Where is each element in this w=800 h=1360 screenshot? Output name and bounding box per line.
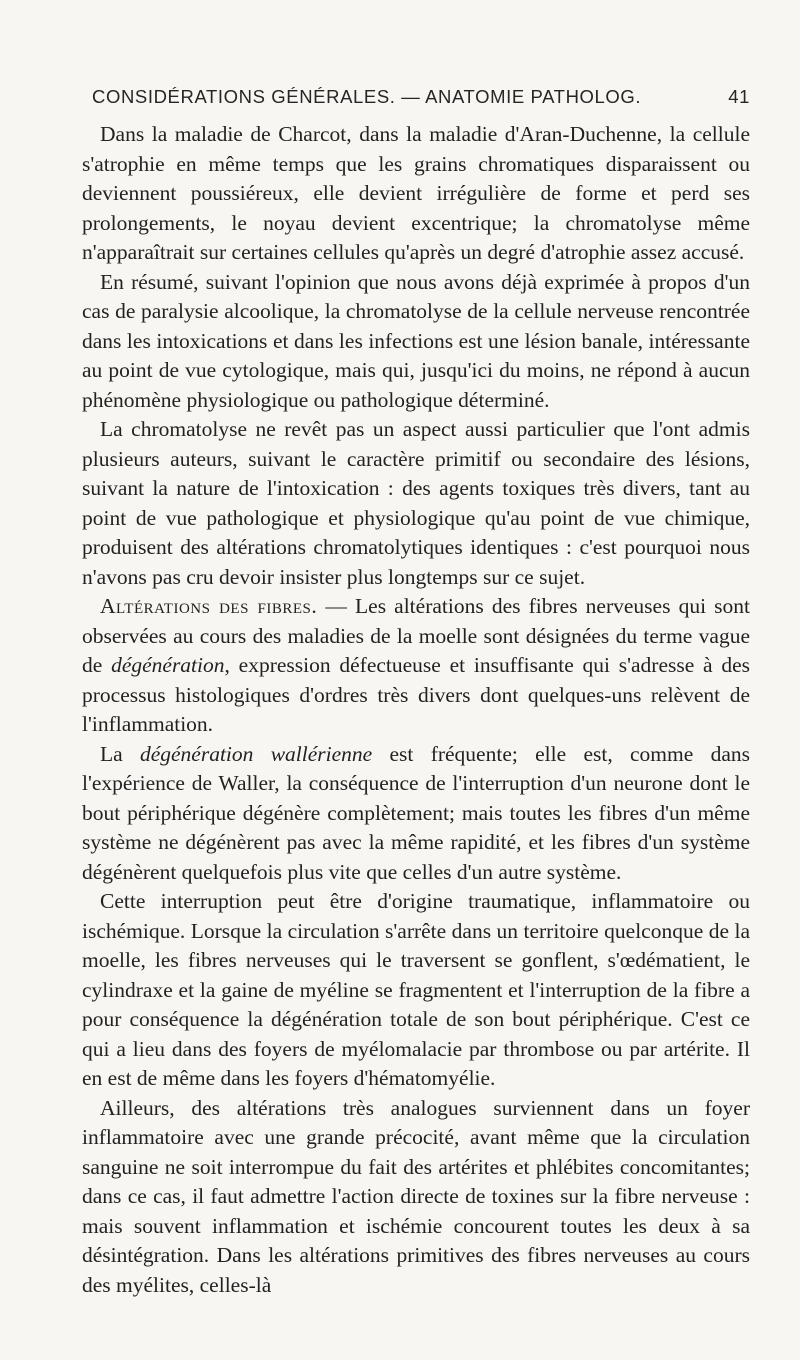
paragraph-7 xyxy=(82,1094,750,1301)
page-number: 41 xyxy=(728,86,750,107)
paragraph-6 xyxy=(82,887,750,1094)
section-lead: Altérations des fibres. xyxy=(100,594,318,618)
paragraph-text-continued: , expression défectueuse et insuffisante qui s'adresse à des processus histologiques d'ordres très divers dont quelques-uns relèvent de l'inflammation. xyxy=(82,653,751,736)
paragraph-2 xyxy=(82,268,750,416)
paragraph-text: Dans la maladie de Charcot, dans la maladie d'Aran-Duchenne, la cellule s'atrophie en même temps que les grains chromatiques disparaissent ou deviennent poussiéreux, elle devient irrégulière de forme et perd ses prolongements, le noyau devient excentrique; la chromatolyse même n'apparaîtrait sur certaines cellules qu'après un degré d'atrophie assez accusé. xyxy=(82,122,750,264)
paragraph-prefix: La xyxy=(100,741,140,766)
paragraph-text: — Les altérations des fibres nerveuses qui sont observées au cours des maladies de la moelle sont désignées du terme vague de xyxy=(82,594,750,677)
paragraph-1 xyxy=(82,120,750,268)
running-title: CONSIDÉRATIONS GÉNÉRALES. — ANATOMIE PATHOLOG. xyxy=(92,86,642,107)
paragraph-text: La chromatolyse ne revêt pas un aspect aussi particulier que l'ont admis plusieurs auteurs, suivant le caractère primitif ou secondaire des lésions, suivant la nature de l'intoxication : des agents toxiques très divers, tant au point de vue pathologique et physiologique qu'au point de vue chimique, produisent des altérations chromatolytiques identiques : c'est pourquoi nous n'avons pas cru devoir insister plus longtemps sur ce sujet. xyxy=(82,417,750,589)
italic-term: dégénération wallérienne xyxy=(139,741,373,766)
paragraph-text: Ailleurs, des altérations très analogues surviennent dans un foyer inflammatoire avec une grande précocité, avant même que la circulation sanguine ne soit interrompue du fait des artérites et phlébites concomitantes; dans ce cas, il faut admettre l'action directe de toxines sur la fibre nerveuse : mais souvent inflammation et ischémie concourent toutes les deux à sa désintégration. Dans les altérations primitives des fibres nerveuses au cours des myélites, celles-là xyxy=(82,1095,750,1297)
paragraph-text: est fréquente; elle est, comme dans l'expérience de Waller, la conséquence de l'interruption d'un neurone dont le bout périphérique dégénère complètement; mais toutes les fibres d'un même système ne dégénèrent pas avec la même rapidité, et les fibres d'un système dégénèrent quelquefois plus vite que celles d'un autre système. xyxy=(82,741,750,884)
paragraph-text: Cette interruption peut être d'origine traumatique, inflammatoire ou ischémique. Lorsque la circulation s'arrête dans un territoire quelconque de la moelle, les fibres nerveuses qui le traversent se gonflent, s'œdématient, le cylindraxe et la gaine de myéline se fragmentent et l'interruption de la fibre a pour conséquence la dégénération totale de son bout périphérique. C'est ce qui a lieu dans des foyers de myélomalacie par thrombose ou par artérite. Il en est de même dans les foyers d'hématomyélie. xyxy=(82,889,750,1090)
paragraph-3 xyxy=(82,415,750,592)
running-header xyxy=(92,86,750,108)
italic-term: dégénération xyxy=(111,653,225,677)
paragraph-text: En résumé, suivant l'opinion que nous avons déjà exprimée à propos d'un cas de paralysie alcoolique, la chromatolyse de la cellule nerveuse rencontrée dans les intoxications et dans les infections est une lésion banale, intéressante au point de vue cytologique, mais qui, jusqu'ici du moins, ne répond à aucun phénomène physiologique ou pathologique déterminé. xyxy=(82,269,750,412)
paragraph-4 xyxy=(82,592,750,740)
paragraph-5 xyxy=(82,740,750,888)
